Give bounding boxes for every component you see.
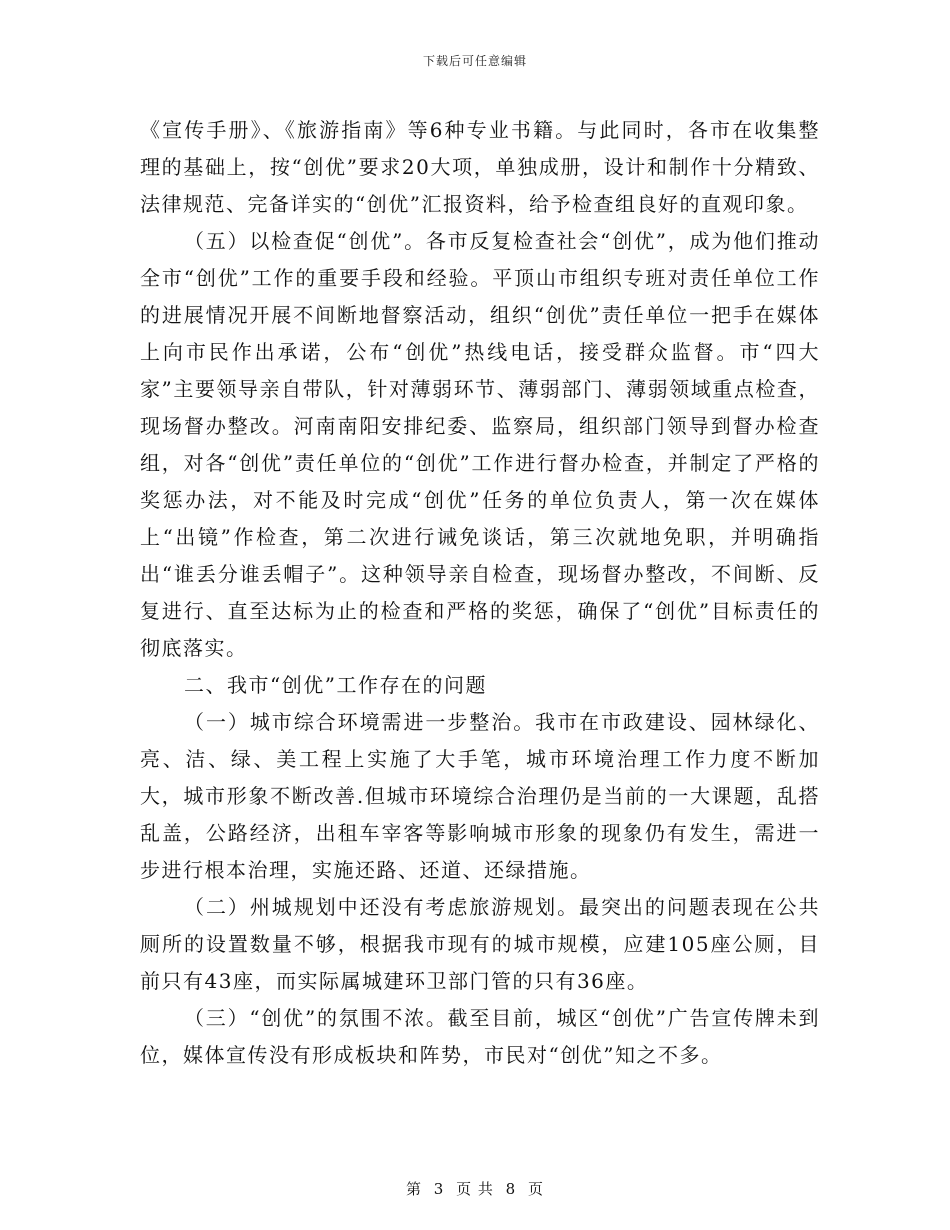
- paragraph-problem-two: （二）州城规划中还没有考虑旅游规划。最突出的问题表现在公共厕所的设置数量不够，根据我市现有的城市规模，应建105座公厕，目前只有43座，而实际属城建环卫部门管的只有36座。: [140, 895, 820, 993]
- page-number-footer: [0, 1178, 950, 1199]
- footer-current-page: 3: [433, 1180, 445, 1198]
- section-heading-problems: 二、我市“创优”工作存在的问题: [184, 673, 487, 697]
- paragraph-problem-three: （三）“创优”的氛围不浓。截至目前，城区“创优”广告宣传牌未到位，媒体宣传没有形成板块和阵势，市民对“创优”知之不多。: [140, 1006, 820, 1067]
- footer-suffix: 页: [528, 1180, 545, 1198]
- paragraph-problem-one: （一）城市综合环境需进一步整治。我市在市政建设、园林绿化、亮、洁、绿、美工程上实施了大手笔，城市环境治理工作力度不断加大，城市形象不断改善.但城市环境综合治理仍是当前的一大课题，乱搭乱盖，公路经济，出租车宰客等影响城市形象的现象仍有发生，需进一步进行根本治理，实施还路、还道、还绿措施。: [140, 710, 820, 882]
- paragraph-continuation: 《宣传手册》、《旅游指南》等6种专业书籍。与此同时，各市在收集整理的基础上，按“创优”要求20大项，单独成册，设计和制作十分精致、法律规范、完备详实的“创优”汇报资料，给予检查组良好的直观印象。: [140, 118, 820, 216]
- page-header-note: 下载后可任意编辑: [422, 54, 527, 68]
- footer-total-pages: 8: [505, 1180, 517, 1198]
- footer-middle: 页 共: [456, 1180, 494, 1198]
- paragraph-section-five: （五）以检查促“创优”。各市反复检查社会“创优”，成为他们推动全市“创优”工作的重要手段和经验。平顶山市组织专班对责任单位工作的进展情况开展不间断地督察活动，组织“创优”责任单位一把手在媒体上向市民作出承诺，公布“创优”热线电话，接受群众监督。市“四大家”主要领导亲自带队，针对薄弱环节、薄弱部门、薄弱领域重点检查，现场督办整改。河南南阳安排纪委、监察局，组织部门领导到督办检查组，对各“创优”责任单位的“创优”工作进行督办检查，并制定了严格的奖惩办法，对不能及时完成“创优”任务的单位负责人，第一次在媒体上“出镜”作检查，第二次进行诫免谈话，第三次就地免职，并明确指出“谁丢分谁丢帽子”。这种领导亲自检查，现场督办整改，不间断、反复进行、直至达标为止的检查和严格的奖惩，确保了“创优”目标责任的彻底落实。: [140, 229, 820, 660]
- document-body: [140, 112, 820, 1074]
- footer-prefix: 第: [405, 1180, 422, 1198]
